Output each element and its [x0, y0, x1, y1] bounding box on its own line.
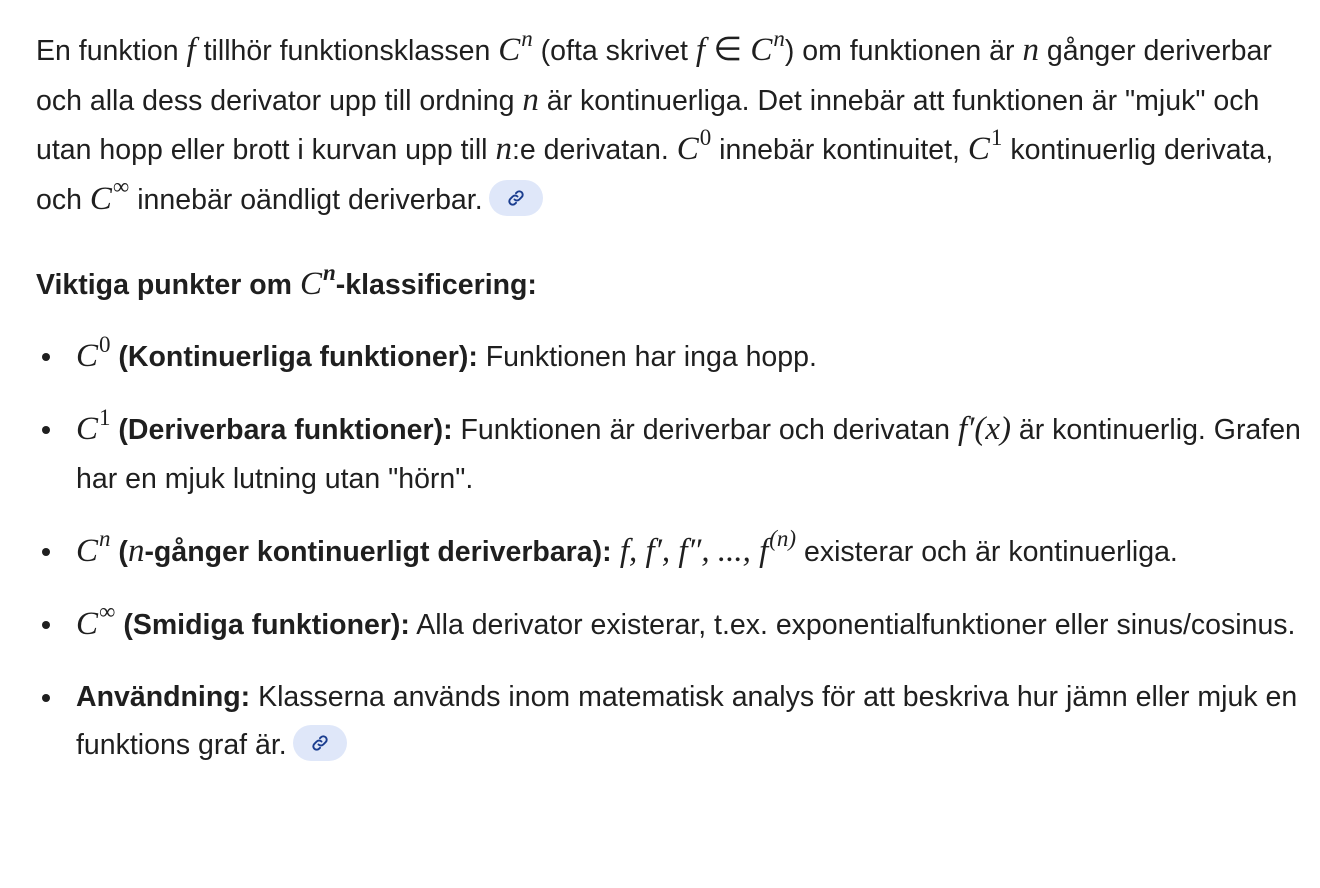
list-item	[36, 332, 1306, 382]
list-item	[36, 600, 1306, 650]
intro-text: kontinuerlig derivata, och	[36, 134, 1274, 216]
source-link-button[interactable]	[293, 725, 347, 761]
math-derivative-sequence: f, f′, f″, ..., f	[611, 532, 769, 569]
math-C: C	[750, 32, 773, 68]
math-C: C	[967, 131, 990, 167]
math-element-of: ∈	[705, 32, 751, 68]
math-f: f	[186, 32, 196, 68]
intro-text: (ofta skrivet	[532, 35, 696, 67]
item-term: Användning:	[76, 680, 251, 713]
math-f: f	[695, 32, 706, 68]
math-C: C	[299, 266, 322, 302]
math-superscript: ∞	[112, 174, 130, 200]
math-C: C	[76, 605, 99, 642]
math-superscript: 0	[99, 331, 111, 357]
answer-content	[36, 26, 1306, 793]
source-link-button[interactable]	[489, 180, 543, 216]
math-superscript: n	[521, 25, 533, 51]
bullet	[42, 426, 50, 434]
item-term: (Smidiga funktioner):	[115, 608, 410, 641]
bullet	[42, 621, 50, 629]
item-description: Funktionen är deriverbar och derivatan	[452, 414, 958, 446]
list-item	[36, 405, 1306, 503]
link-icon	[507, 189, 525, 207]
math-C: C	[676, 131, 699, 167]
math-n: n	[522, 81, 539, 118]
math-superscript: n	[99, 526, 111, 552]
list-item	[36, 527, 1306, 577]
item-term-text: -gånger kontinuerligt deriverbara):	[144, 535, 612, 568]
intro-text: tillhör funktionsklassen	[195, 35, 499, 67]
item-term-text: (	[110, 535, 128, 568]
item-description: Funktionen har inga hopp.	[477, 341, 817, 373]
intro-text: gånger deriverbar och alla dess derivator upp till ordning	[36, 35, 1272, 117]
math-C: C	[76, 411, 99, 447]
bullet	[42, 353, 50, 361]
link-icon	[311, 734, 329, 752]
bullet	[42, 548, 50, 556]
item-term	[110, 532, 612, 569]
math-n: n	[495, 131, 512, 167]
item-description: är kontinuerlig. Grafen har en mjuk lutning utan "hörn".	[76, 414, 1301, 495]
math-superscript: 1	[990, 124, 1003, 150]
section-heading	[36, 260, 1306, 309]
list-item	[36, 673, 1306, 770]
item-description: existerar och är kontinuerliga.	[796, 535, 1178, 568]
math-superscript: n	[773, 25, 785, 51]
key-points-list	[36, 332, 1306, 770]
intro-text: innebär kontinuitet,	[711, 134, 968, 166]
intro-text: är kontinuerliga. Det innebär att funktionen är "mjuk" och utan hopp eller brott i kurvan upp till	[36, 84, 1260, 166]
heading-text: Viktiga punkter om	[36, 269, 300, 301]
intro-text: En funktion	[36, 35, 187, 67]
item-description: Klasserna används inom matematisk analys för att beskriva hur jämn eller mjuk en funktions graf är.	[76, 680, 1298, 761]
heading-text: -klassificering:	[335, 269, 537, 301]
math-C: C	[76, 338, 99, 374]
intro-paragraph	[36, 26, 1306, 224]
math-superscript: ∞	[99, 599, 116, 625]
intro-text: innebär oändligt deriverbar.	[129, 183, 483, 216]
item-description: Alla derivator existerar, t.ex. exponentialfunktioner eller sinus/cosinus.	[409, 608, 1296, 641]
intro-text: ) om funktionen är	[784, 35, 1023, 67]
item-term: (Deriverbara funktioner):	[110, 414, 453, 446]
math-superscript: 0	[699, 124, 712, 150]
math-f-prime: f′	[957, 411, 975, 447]
math-superscript: 1	[99, 404, 111, 430]
bullet	[42, 694, 50, 702]
intro-text: :e derivatan.	[511, 134, 677, 166]
math-superscript: n	[322, 259, 336, 285]
math-argument: (x)	[974, 411, 1011, 447]
item-term: (Kontinuerliga funktioner):	[110, 341, 478, 373]
math-n: n	[127, 532, 145, 569]
math-C: C	[76, 532, 99, 569]
math-C: C	[89, 180, 112, 217]
math-n: n	[1022, 32, 1039, 68]
math-superscript: (n)	[769, 526, 797, 552]
math-C: C	[498, 32, 521, 68]
